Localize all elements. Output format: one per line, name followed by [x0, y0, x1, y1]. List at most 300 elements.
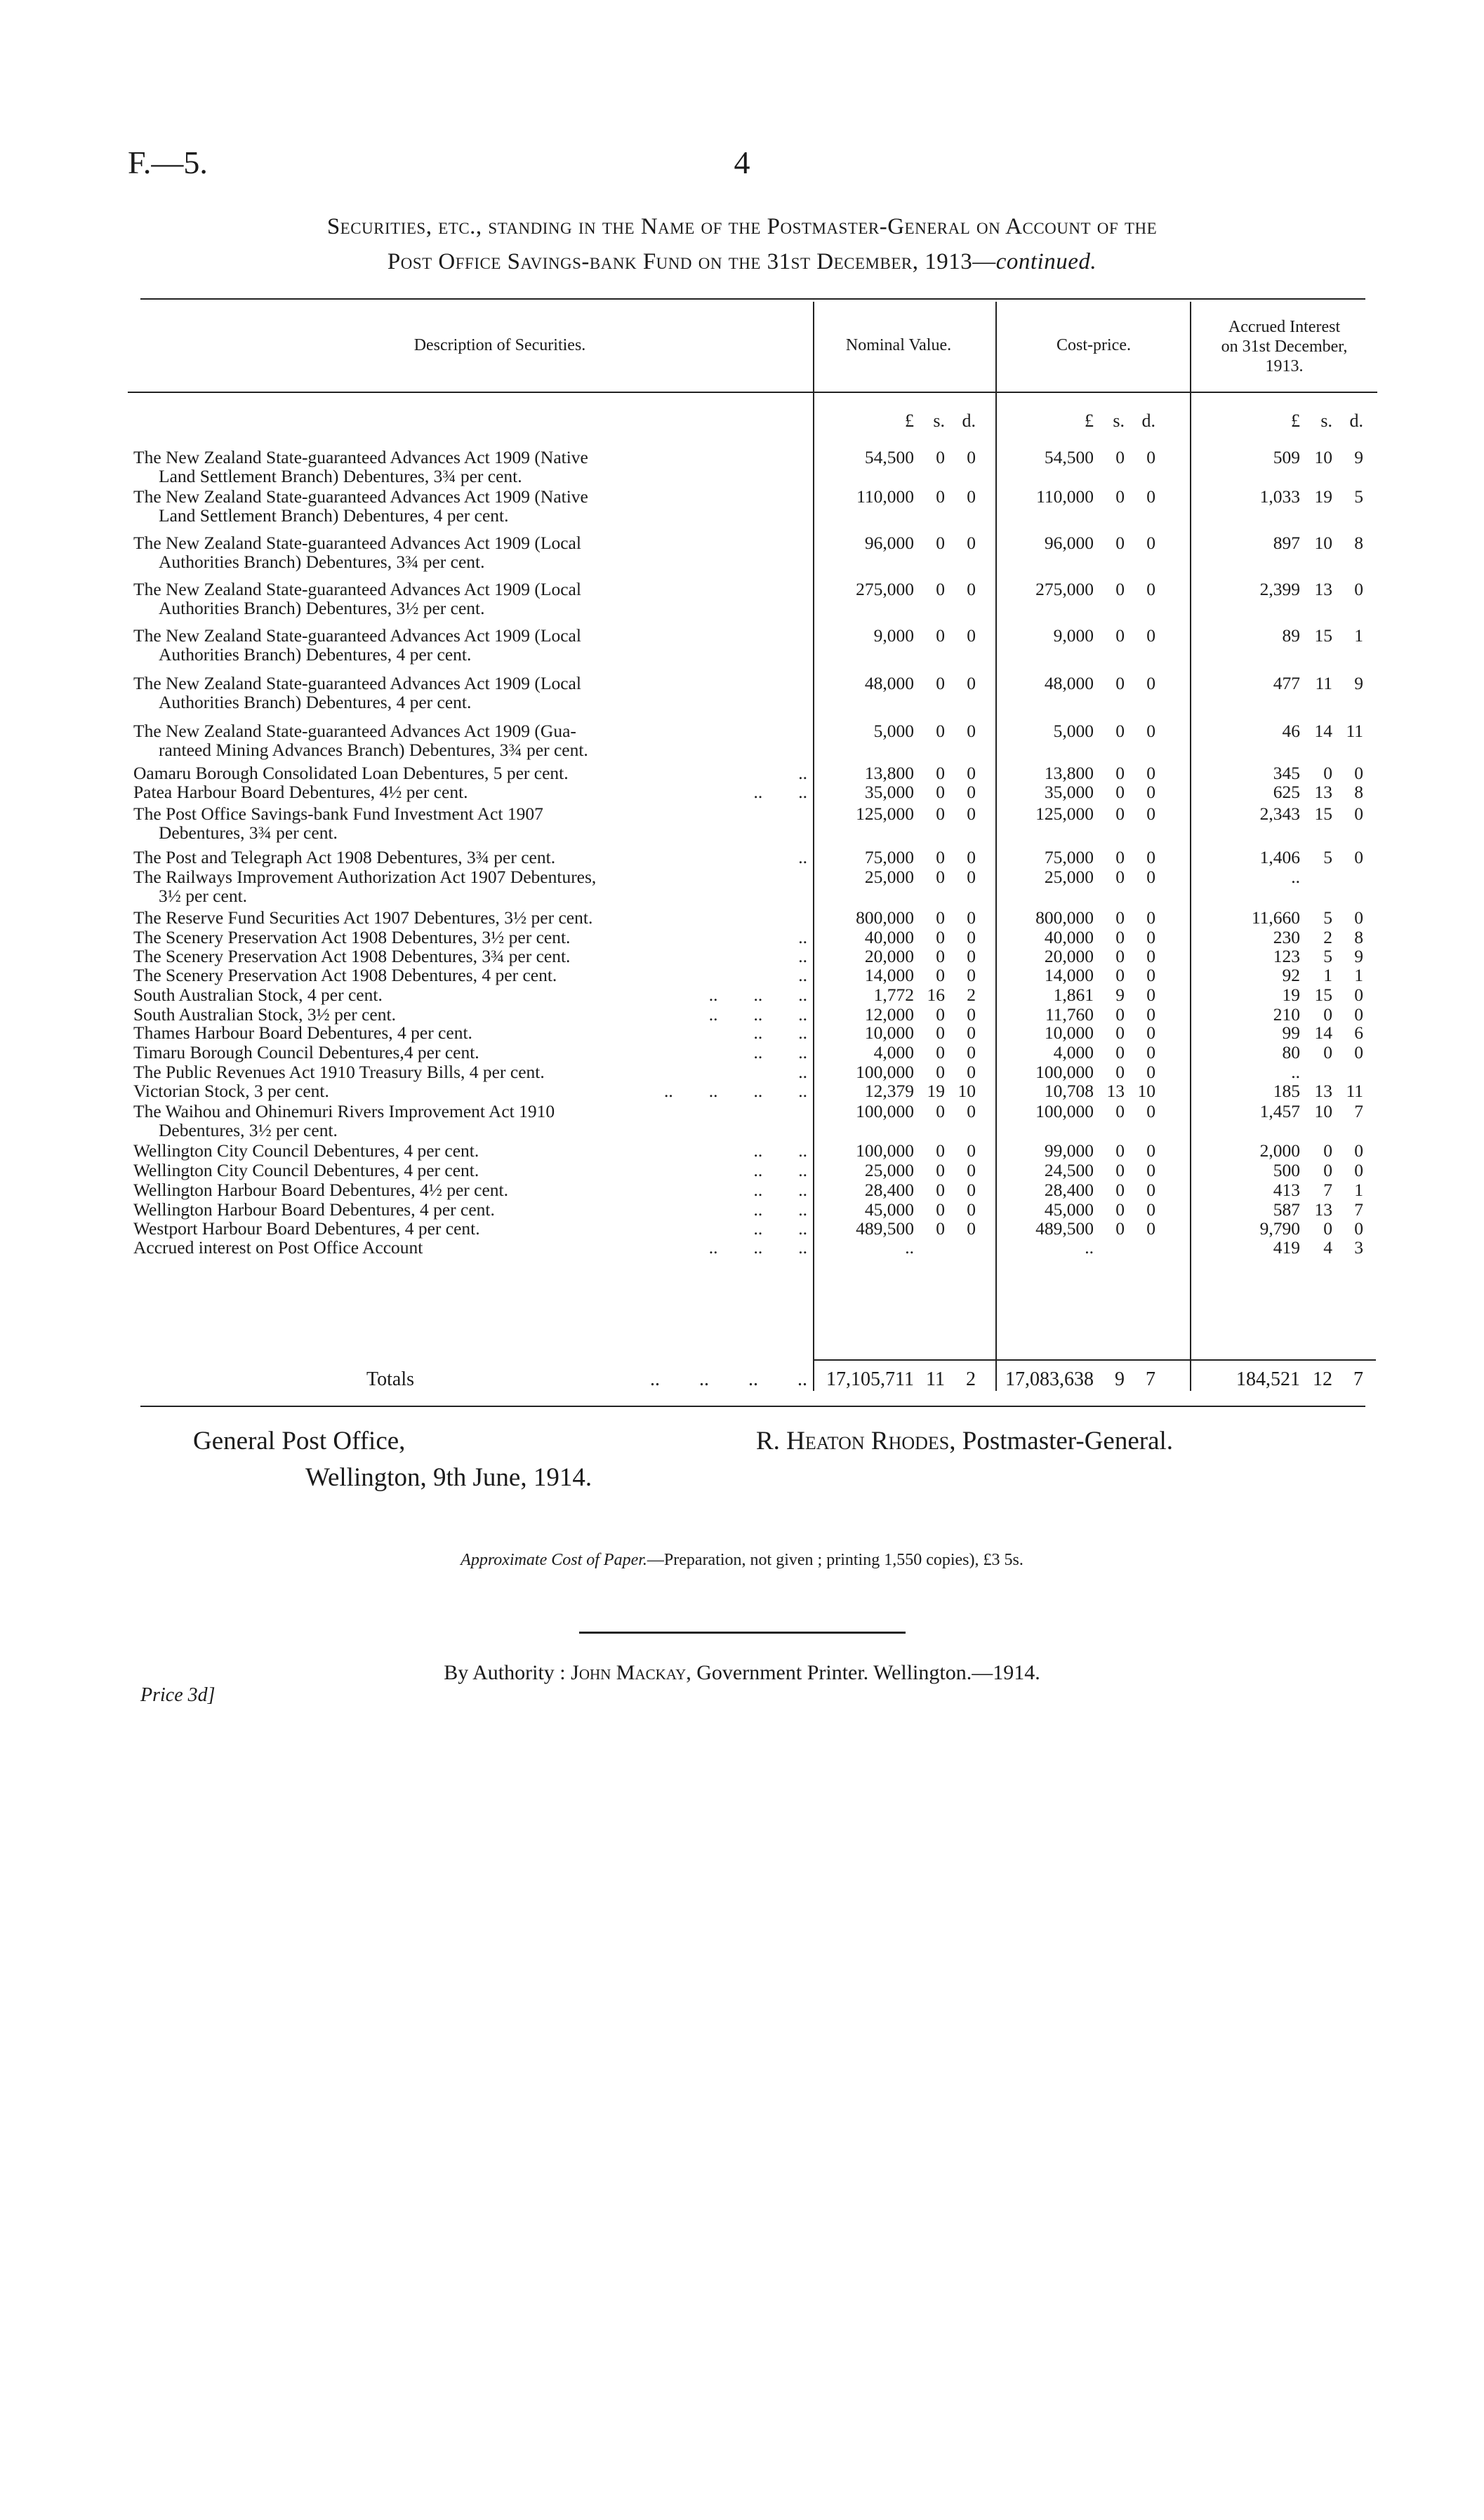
cost-pence: 0	[1146, 965, 1155, 985]
printer-name: John Mackay,	[571, 1661, 691, 1684]
description-line-2: Authorities Branch) Debentures, 4 per cent.	[159, 644, 472, 665]
cost-pounds: 489,500	[1035, 1218, 1094, 1239]
cost-pence: 0	[1146, 1140, 1155, 1161]
cost-shillings: 0	[1115, 1062, 1125, 1082]
acc-shillings: 0	[1323, 1218, 1332, 1239]
nom-shillings: 0	[936, 1160, 945, 1180]
acc-shillings: 5	[1323, 847, 1332, 867]
security-description	[133, 674, 807, 712]
cost-pence: 0	[1146, 1218, 1155, 1239]
total-acc-pence: 7	[1353, 1368, 1363, 1390]
description-line-1: The New Zealand State-guaranteed Advances Act 1909 (Local	[133, 673, 581, 693]
acc-pounds: 2,000	[1259, 1140, 1300, 1161]
unit-pence: d.	[1349, 411, 1363, 431]
acc-shillings: 14	[1314, 721, 1332, 741]
cost-shillings: 0	[1115, 1140, 1125, 1161]
acc-pence: 0	[1354, 847, 1363, 867]
cost-pounds: 99,000	[1044, 1140, 1094, 1161]
cost-shillings: 0	[1115, 965, 1125, 985]
security-description	[133, 1081, 807, 1100]
cost-shillings: 0	[1115, 907, 1125, 928]
nom-pence: 0	[967, 1004, 976, 1025]
nom-pounds: 100,000	[856, 1062, 914, 1082]
header-accrued-interest	[1191, 317, 1377, 376]
leader-dots: .. .. ..	[708, 1237, 807, 1258]
cost-shillings: 0	[1115, 1101, 1125, 1121]
security-description	[133, 487, 807, 525]
nom-pounds: 489,500	[856, 1218, 914, 1239]
cost-pounds: 5,000	[1053, 721, 1094, 741]
cost-pence: 0	[1146, 946, 1155, 966]
acc-pounds: 123	[1273, 946, 1300, 966]
authority-line	[0, 1661, 1484, 1685]
acc-pounds: 625	[1273, 782, 1300, 802]
nom-shillings: 0	[936, 782, 945, 802]
security-description	[133, 1141, 807, 1160]
nom-pounds: 54,500	[864, 447, 914, 467]
totals-label: Totals	[366, 1368, 415, 1390]
acc-pounds: 419	[1273, 1237, 1300, 1258]
total-acc-shillings: 12	[1313, 1368, 1332, 1390]
description-line-2: Authorities Branch) Debentures, 3¾ per cent.	[159, 552, 485, 572]
acc-pence: 8	[1354, 927, 1363, 947]
nom-shillings: 0	[936, 1042, 945, 1062]
acc-pounds: ..	[1291, 867, 1300, 887]
leader-dots: .. .. .. ..	[664, 1081, 807, 1101]
leader-dots: ..	[798, 763, 807, 783]
acc-pence: 0	[1354, 1160, 1363, 1180]
nom-shillings: 0	[936, 1199, 945, 1220]
acc-pence: 5	[1354, 486, 1363, 507]
cost-note	[0, 1551, 1484, 1570]
cost-pence: 0	[1146, 927, 1155, 947]
header-description: Description of Securities.	[413, 336, 586, 354]
nom-shillings: 0	[936, 486, 945, 507]
cost-pounds: 45,000	[1044, 1199, 1094, 1220]
signer-title: Postmaster-General.	[962, 1427, 1174, 1455]
cost-shillings: 0	[1115, 721, 1125, 741]
nom-shillings: 0	[936, 867, 945, 887]
unit-pound: £	[1291, 411, 1300, 431]
cost-pence: 0	[1146, 985, 1155, 1005]
nom-shillings: 0	[936, 927, 945, 947]
acc-shillings: 1	[1323, 965, 1332, 985]
cost-pounds: ..	[1085, 1237, 1094, 1258]
description-line-1: The New Zealand State-guaranteed Advances Act 1909 (Native	[133, 447, 588, 467]
security-description	[133, 1062, 807, 1081]
cost-note-label: Approximate Cost of Paper.	[461, 1551, 647, 1569]
description-line-1: Oamaru Borough Consolidated Loan Debentures, 5 per cent.	[133, 763, 569, 783]
cost-shillings: 0	[1115, 847, 1125, 867]
cost-pounds: 1,861	[1053, 985, 1094, 1005]
description-line-1: Timaru Borough Council Debentures,4 per cent.	[133, 1042, 479, 1062]
acc-shillings: 15	[1314, 625, 1332, 646]
cost-pence: 0	[1146, 1042, 1155, 1062]
acc-pence: 0	[1354, 763, 1363, 783]
acc-shillings: 10	[1314, 447, 1332, 467]
acc-pounds: 230	[1273, 927, 1300, 947]
cost-shillings: 0	[1115, 867, 1125, 887]
authority-suffix: Government Printer. Wellington.—1914.	[696, 1661, 1040, 1684]
acc-pence: 8	[1354, 533, 1363, 553]
cost-pounds: 20,000	[1044, 946, 1094, 966]
cost-shillings: 0	[1115, 1042, 1125, 1062]
security-description	[133, 848, 807, 867]
cost-shillings: 0	[1115, 673, 1125, 693]
security-description	[133, 867, 807, 905]
security-description	[133, 764, 807, 782]
acc-pence: 1	[1354, 965, 1363, 985]
leader-dots: .. ..	[753, 1180, 807, 1200]
description-line-1: The Post Office Savings-bank Fund Investment Act 1907	[133, 804, 543, 824]
leader-dots: ..	[798, 927, 807, 947]
acc-pence: 0	[1354, 907, 1363, 928]
nom-pence: 0	[967, 804, 976, 824]
unit-shillings: s.	[1113, 411, 1125, 431]
leader-dots: .. ..	[753, 1140, 807, 1161]
security-description	[133, 1005, 807, 1024]
nom-shillings: 0	[936, 965, 945, 985]
nom-shillings: 0	[936, 1062, 945, 1082]
leader-dots: ..	[798, 946, 807, 966]
place-date: Wellington, 9th June, 1914.	[305, 1463, 592, 1492]
cost-pence: 0	[1146, 673, 1155, 693]
acc-pence: 11	[1346, 1081, 1363, 1101]
acc-pounds: 89	[1282, 625, 1300, 646]
leader-dots: .. ..	[753, 1160, 807, 1180]
cost-pence: 0	[1146, 763, 1155, 783]
acc-pounds: 345	[1273, 763, 1300, 783]
signer-name: R. Heaton Rhodes,	[756, 1427, 956, 1455]
cost-pounds: 125,000	[1035, 804, 1094, 824]
description-line-1: The Waihou and Ohinemuri Rivers Improvement Act 1910	[133, 1101, 555, 1121]
acc-pence: 9	[1354, 946, 1363, 966]
table-top-rule	[140, 298, 1365, 300]
cost-pounds: 40,000	[1044, 927, 1094, 947]
security-description	[133, 908, 807, 927]
nom-pounds: 45,000	[864, 1199, 914, 1220]
nom-pounds: 12,000	[864, 1004, 914, 1025]
cost-shillings: 0	[1115, 1218, 1125, 1239]
nom-pence: 0	[967, 1218, 976, 1239]
nom-pounds: 800,000	[856, 907, 914, 928]
security-description	[133, 448, 807, 486]
description-line-1: Wellington Harbour Board Debentures, 4 per cent.	[133, 1199, 495, 1220]
cost-pounds: 800,000	[1035, 907, 1094, 928]
cost-shillings: 0	[1115, 1180, 1125, 1200]
cost-shillings: 0	[1115, 579, 1125, 599]
nom-shillings: 0	[936, 721, 945, 741]
security-description	[133, 966, 807, 985]
leader-dots: ..	[798, 1062, 807, 1082]
nom-pounds: 9,000	[873, 625, 914, 646]
acc-shillings: 15	[1314, 804, 1332, 824]
nom-shillings: 0	[936, 1101, 945, 1121]
header-accrued-line-1: Accrued Interest	[1228, 318, 1341, 336]
cost-pence: 0	[1146, 625, 1155, 646]
acc-shillings: 14	[1314, 1022, 1332, 1043]
nom-shillings: 0	[936, 579, 945, 599]
total-cost-pounds: 17,083,638	[1005, 1368, 1094, 1390]
acc-shillings: 13	[1314, 1081, 1332, 1101]
title-line-2	[0, 244, 1484, 279]
nom-pence: 0	[967, 782, 976, 802]
nom-pence: 0	[967, 907, 976, 928]
acc-pence: 11	[1346, 721, 1363, 741]
nom-pence: 0	[967, 927, 976, 947]
unit-pound: £	[905, 411, 914, 431]
acc-pence: 0	[1354, 1004, 1363, 1025]
total-acc-pounds: 184,521	[1236, 1368, 1300, 1390]
security-description	[133, 1238, 807, 1257]
description-line-1: The Reserve Fund Securities Act 1907 Debentures, 3½ per cent.	[133, 907, 593, 928]
nom-shillings: 0	[936, 673, 945, 693]
acc-pounds: 46	[1282, 721, 1300, 741]
nom-pence: 0	[967, 579, 976, 599]
acc-pounds: 500	[1273, 1160, 1300, 1180]
description-line-1: South Australian Stock, 4 per cent.	[133, 985, 383, 1005]
security-description	[133, 782, 807, 801]
nom-pence: 0	[967, 1180, 976, 1200]
unit-shillings: s.	[1320, 411, 1332, 431]
acc-pounds: 185	[1273, 1081, 1300, 1101]
cost-shillings: 0	[1115, 625, 1125, 646]
nom-shillings: 0	[936, 447, 945, 467]
nom-pence: 0	[967, 946, 976, 966]
total-cost-shillings: 9	[1115, 1368, 1125, 1390]
unit-shillings: s.	[933, 411, 945, 431]
acc-shillings: 5	[1323, 907, 1332, 928]
nom-pounds: 125,000	[856, 804, 914, 824]
total-nom-shillings: 11	[926, 1368, 945, 1390]
security-description	[133, 1180, 807, 1199]
cost-pounds: 14,000	[1044, 965, 1094, 985]
acc-pounds: 587	[1273, 1199, 1300, 1220]
security-description	[133, 1161, 807, 1180]
nom-pounds: 48,000	[864, 673, 914, 693]
cost-pence: 0	[1146, 579, 1155, 599]
nom-pounds: 25,000	[864, 1160, 914, 1180]
nom-shillings: 0	[936, 1022, 945, 1043]
cost-shillings: 0	[1115, 1004, 1125, 1025]
acc-pounds: 509	[1273, 447, 1300, 467]
nom-pence: 0	[967, 486, 976, 507]
cost-pounds: 35,000	[1044, 782, 1094, 802]
leader-dots: .. ..	[753, 782, 807, 802]
nom-pounds: 13,800	[864, 763, 914, 783]
security-description	[133, 1102, 807, 1140]
cost-note-text: —Preparation, not given ; printing 1,550 copies), £3 5s.	[647, 1551, 1023, 1569]
cost-shillings: 0	[1115, 533, 1125, 553]
acc-shillings: 19	[1314, 486, 1332, 507]
office-name: General Post Office,	[193, 1427, 406, 1455]
total-cost-pence: 7	[1146, 1368, 1155, 1390]
acc-pence: 1	[1354, 1180, 1363, 1200]
acc-shillings: 13	[1314, 579, 1332, 599]
acc-pence: 7	[1354, 1101, 1363, 1121]
description-line-1: The New Zealand State-guaranteed Advances Act 1909 (Local	[133, 625, 581, 646]
nom-shillings: 0	[936, 1218, 945, 1239]
description-line-1: Victorian Stock, 3 per cent.	[133, 1081, 329, 1101]
security-description	[133, 580, 807, 618]
cost-pounds: 9,000	[1053, 625, 1094, 646]
nom-pence: 0	[967, 721, 976, 741]
acc-pounds: 1,457	[1259, 1101, 1300, 1121]
acc-shillings: 0	[1323, 1160, 1332, 1180]
security-description	[133, 1219, 807, 1238]
nom-pence: 2	[967, 985, 976, 1005]
acc-shillings: 13	[1314, 1199, 1332, 1220]
nom-shillings: 0	[936, 533, 945, 553]
description-line-2: ranteed Mining Advances Branch) Debentures, 3¾ per cent.	[159, 740, 588, 760]
cost-pence: 0	[1146, 907, 1155, 928]
acc-pence: 6	[1354, 1022, 1363, 1043]
nom-pence: 0	[967, 625, 976, 646]
description-line-1: The New Zealand State-guaranteed Advances Act 1909 (Local	[133, 533, 581, 553]
nom-pounds: 100,000	[856, 1140, 914, 1161]
nom-pounds: 100,000	[856, 1101, 914, 1121]
nom-pence: 0	[967, 965, 976, 985]
acc-pence: 0	[1354, 804, 1363, 824]
cost-pence: 0	[1146, 1062, 1155, 1082]
acc-shillings: 10	[1314, 533, 1332, 553]
nom-pounds: 75,000	[864, 847, 914, 867]
nom-pence: 10	[958, 1081, 976, 1101]
cost-pounds: 4,000	[1053, 1042, 1094, 1062]
cost-pounds: 11,760	[1045, 1004, 1094, 1025]
security-description	[133, 533, 807, 571]
cost-pence: 0	[1146, 533, 1155, 553]
cost-shillings: 0	[1115, 946, 1125, 966]
total-nom-pence: 2	[966, 1368, 976, 1390]
description-line-1: Westport Harbour Board Debentures, 4 per cent.	[133, 1218, 480, 1239]
cost-pounds: 54,500	[1044, 447, 1094, 467]
description-line-1: The Railways Improvement Authorization Act 1907 Debentures,	[133, 867, 597, 887]
leader-dots: .. .. .. ..	[650, 1368, 807, 1390]
description-line-1: The Scenery Preservation Act 1908 Debentures, 3¾ per cent.	[133, 946, 571, 966]
description-line-1: Accrued interest on Post Office Account	[133, 1237, 423, 1258]
cost-pounds: 10,000	[1044, 1022, 1094, 1043]
nom-pence: 0	[967, 1062, 976, 1082]
acc-pounds: 1,033	[1259, 486, 1300, 507]
nom-pence: 0	[967, 763, 976, 783]
leader-dots: .. .. ..	[708, 985, 807, 1005]
nom-shillings: 16	[927, 985, 945, 1005]
table-header	[128, 309, 1377, 432]
description-line-1: The New Zealand State-guaranteed Advances Act 1909 (Gua-	[133, 721, 576, 741]
unit-pence: d.	[962, 411, 976, 431]
description-line-2: Debentures, 3½ per cent.	[159, 1120, 338, 1140]
cost-pounds: 48,000	[1044, 673, 1094, 693]
description-line-2: Authorities Branch) Debentures, 3½ per cent.	[159, 598, 485, 618]
cost-pounds: 75,000	[1044, 847, 1094, 867]
cost-pounds: 24,500	[1044, 1160, 1094, 1180]
cost-pence: 0	[1146, 1022, 1155, 1043]
description-line-1: Wellington City Council Debentures, 4 per cent.	[133, 1160, 479, 1180]
acc-pence: 1	[1354, 625, 1363, 646]
description-line-1: The Public Revenues Act 1910 Treasury Bills, 4 per cent.	[133, 1062, 545, 1082]
description-line-1: Thames Harbour Board Debentures, 4 per cent.	[133, 1022, 472, 1043]
title-line-1: Securities, etc., standing in the Name of the Postmaster-General on Account of the	[326, 214, 1158, 239]
leader-dots: ..	[798, 847, 807, 867]
acc-shillings: 15	[1314, 985, 1332, 1005]
nom-shillings: 0	[936, 1004, 945, 1025]
nom-pounds: 4,000	[873, 1042, 914, 1062]
security-description	[133, 1023, 807, 1042]
cost-shillings: 9	[1115, 985, 1125, 1005]
security-description	[133, 1043, 807, 1062]
cost-pounds: 110,000	[1036, 486, 1094, 507]
nom-pounds: 1,772	[873, 985, 914, 1005]
acc-pence: 0	[1354, 1140, 1363, 1161]
acc-pounds: 11,660	[1251, 907, 1300, 928]
acc-pence: 0	[1354, 985, 1363, 1005]
cost-pounds: 275,000	[1035, 579, 1094, 599]
acc-shillings: 7	[1323, 1180, 1332, 1200]
cost-shillings: 0	[1115, 804, 1125, 824]
nom-pounds: ..	[905, 1237, 914, 1258]
nom-pence: 0	[967, 447, 976, 467]
cost-shillings: 0	[1115, 1022, 1125, 1043]
cost-shillings: 0	[1115, 782, 1125, 802]
acc-shillings: 5	[1323, 946, 1332, 966]
nom-pounds: 35,000	[864, 782, 914, 802]
nom-shillings: 0	[936, 804, 945, 824]
nom-shillings: 0	[936, 763, 945, 783]
nom-pounds: 25,000	[864, 867, 914, 887]
cost-shillings: 0	[1115, 1199, 1125, 1220]
cost-shillings: 0	[1115, 763, 1125, 783]
acc-pounds: 80	[1282, 1042, 1300, 1062]
description-line-1: The New Zealand State-guaranteed Advances Act 1909 (Local	[133, 579, 581, 599]
acc-pounds: 2,399	[1259, 579, 1300, 599]
nom-pence: 0	[967, 1022, 976, 1043]
nom-shillings: 19	[927, 1081, 945, 1101]
cost-pounds: 28,400	[1044, 1180, 1094, 1200]
unit-pence: d.	[1141, 411, 1155, 431]
cost-shillings: 0	[1115, 927, 1125, 947]
acc-shillings: 2	[1323, 927, 1332, 947]
cost-pence: 10	[1137, 1081, 1155, 1101]
acc-shillings: 0	[1323, 1140, 1332, 1161]
cost-pence: 0	[1146, 867, 1155, 887]
description-line-1: The Scenery Preservation Act 1908 Debentures, 3½ per cent.	[133, 927, 571, 947]
nom-pence: 0	[967, 533, 976, 553]
nom-pence: 0	[967, 1101, 976, 1121]
security-description	[133, 626, 807, 664]
page-reference: F.—5.	[128, 145, 208, 180]
nom-shillings: 0	[936, 847, 945, 867]
description-line-2: Debentures, 3¾ per cent.	[159, 822, 338, 843]
cost-pounds: 13,800	[1044, 763, 1094, 783]
description-line-1: The Post and Telegraph Act 1908 Debentures, 3¾ per cent.	[133, 847, 556, 867]
cost-pounds: 100,000	[1035, 1062, 1094, 1082]
cost-pence: 0	[1146, 782, 1155, 802]
cost-shillings: 13	[1106, 1081, 1125, 1101]
acc-pence: 0	[1354, 579, 1363, 599]
leader-dots: .. ..	[753, 1022, 807, 1043]
description-line-2: Land Settlement Branch) Debentures, 4 per cent.	[159, 505, 509, 526]
nom-pounds: 40,000	[864, 927, 914, 947]
nom-pence: 0	[967, 673, 976, 693]
nom-shillings: 0	[936, 1140, 945, 1161]
security-description	[133, 947, 807, 966]
cost-pence: 0	[1146, 1160, 1155, 1180]
acc-pence: 7	[1354, 1199, 1363, 1220]
nom-pounds: 110,000	[856, 486, 914, 507]
nom-pence: 0	[967, 867, 976, 887]
nom-pounds: 5,000	[873, 721, 914, 741]
